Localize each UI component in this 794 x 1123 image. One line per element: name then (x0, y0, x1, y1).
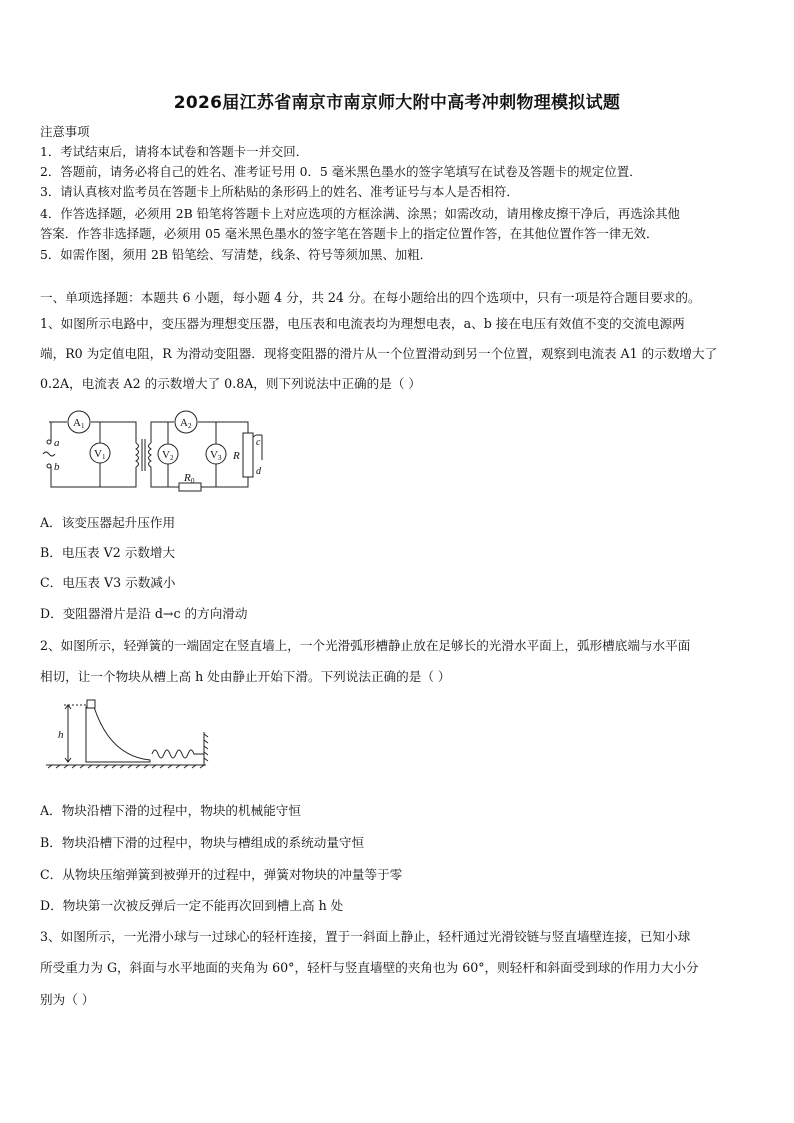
section-heading: 一、单项选择题：本题共 6 小题，每小题 4 分，共 24 分。在每小题给出的四个选项中，只有一项是符合题目要求的。 (40, 290, 701, 305)
voltmeter-v2-label: V (162, 449, 170, 461)
ammeter-a1-subscript: 1 (81, 422, 85, 430)
resistor-r0-subscript: 0 (191, 477, 195, 485)
circuit-figure (38, 405, 270, 497)
height-h-label: h (58, 729, 64, 741)
page-title: 2026届江苏省南京市南京师大附中高考冲刺物理模拟试题 (173, 93, 621, 113)
ammeter-a2-label: A (180, 417, 188, 429)
sliding-block (87, 700, 95, 708)
option-d: D．物块第一次被反弹后一定不能再次回到槽上高 h 处 (40, 898, 344, 913)
voltmeter-v3-label: V (210, 449, 218, 461)
slider-end-d-label: d (256, 466, 261, 477)
voltmeter-v2-subscript: 2 (170, 454, 174, 462)
ammeter-a2-subscript: 2 (188, 422, 192, 430)
option-b: B．物块沿槽下滑的过程中，物块与槽组成的系统动量守恒 (40, 835, 365, 850)
question-3-line: 别为（ ） (40, 992, 95, 1007)
option-b: B．电压表 V2 示数增大 (40, 545, 176, 560)
notice-item: 3．请认真核对监考员在答题卡上所粘贴的条形码上的姓名、准考证号与本人是否相符． (40, 184, 519, 199)
question-3-line: 所受重力为 G，斜面与水平地面的夹角为 60°，轻杆与竖直墙壁的夹角也为 60°，则轻杆和斜面受到球的作用力大小分 (40, 960, 699, 975)
question-2-line: 相切，让一个物块从槽上高 h 处由静止开始下滑。下列说法正确的是（ ） (40, 669, 451, 684)
question-2-line: 2、如图所示，轻弹簧的一端固定在竖直墙上，一个光滑弧形槽静止放在足够长的光滑水平面上，弧形槽底端与水平面 (40, 638, 691, 653)
option-a: A．物块沿槽下滑的过程中，物块的机械能守恒 (40, 803, 301, 818)
ammeter-a1-label: A (73, 417, 81, 429)
notice-item: 4．作答选择题，必须用 2B 铅笔将答题卡上对应选项的方框涂满、涂黑；如需改动，请用橡皮擦干净后，再选涂其他 (40, 206, 680, 221)
question-3-line: 3、如图所示，一光滑小球与一过球心的轻杆连接，置于一斜面上静止，轻杆通过光滑铰链与竖直墙壁连接，已知小球 (40, 929, 691, 944)
resistor-r0-label: R (184, 472, 191, 484)
voltmeter-v1-subscript: 1 (102, 453, 106, 461)
question-1-line: 1、如图所示电路中，变压器为理想变压器，电压表和电流表均为理想电表，a、b 接在电压有效值不变的交流电源两 (40, 316, 685, 331)
rheostat-r-label: R (233, 450, 240, 462)
notice-heading: 注意事项 (40, 124, 90, 139)
terminal-b-label: b (54, 461, 60, 473)
question-1-line: 0.2A，电流表 A2 的示数增大了 0.8A，则下列说法中正确的是（ ） (40, 376, 422, 391)
ramp-spring-figure (42, 698, 214, 776)
option-c: C．从物块压缩弹簧到被弹开的过程中，弹簧对物块的冲量等于零 (40, 867, 403, 882)
notice-item: 1．考试结束后，请将本试卷和答题卡一并交回． (40, 144, 309, 159)
terminal-a-label: a (54, 437, 60, 449)
voltmeter-v1-label: V (94, 448, 102, 460)
notice-item: 2．答题前，请务必将自己的姓名、准考证号用 0．5 毫米黑色墨水的签字笔填写在试卷及答题卡的规定位置． (40, 164, 642, 179)
notice-item: 5．如需作图，须用 2B 铅笔绘、写清楚，线条、符号等须加黑、加粗． (40, 247, 433, 262)
notice-item: 答案．作答非选择题，必须用 05 毫米黑色墨水的签字笔在答题卡上的指定位置作答，在其他位置作答一律无效． (40, 226, 659, 241)
option-a: A．该变压器起升压作用 (40, 515, 176, 530)
option-d: D．变阻器滑片是沿 d→c 的方向滑动 (40, 606, 248, 621)
voltmeter-v3-subscript: 3 (218, 454, 222, 462)
option-c: C．电压表 V3 示数减小 (40, 575, 176, 590)
slider-end-c-label: c (256, 437, 261, 448)
question-1-line: 端，R0 为定值电阻，R 为滑动变阻器．现将变阻器的滑片从一个位置滑动到另一个位置，观察到电流表 A1 的示数增大了 (40, 346, 718, 361)
